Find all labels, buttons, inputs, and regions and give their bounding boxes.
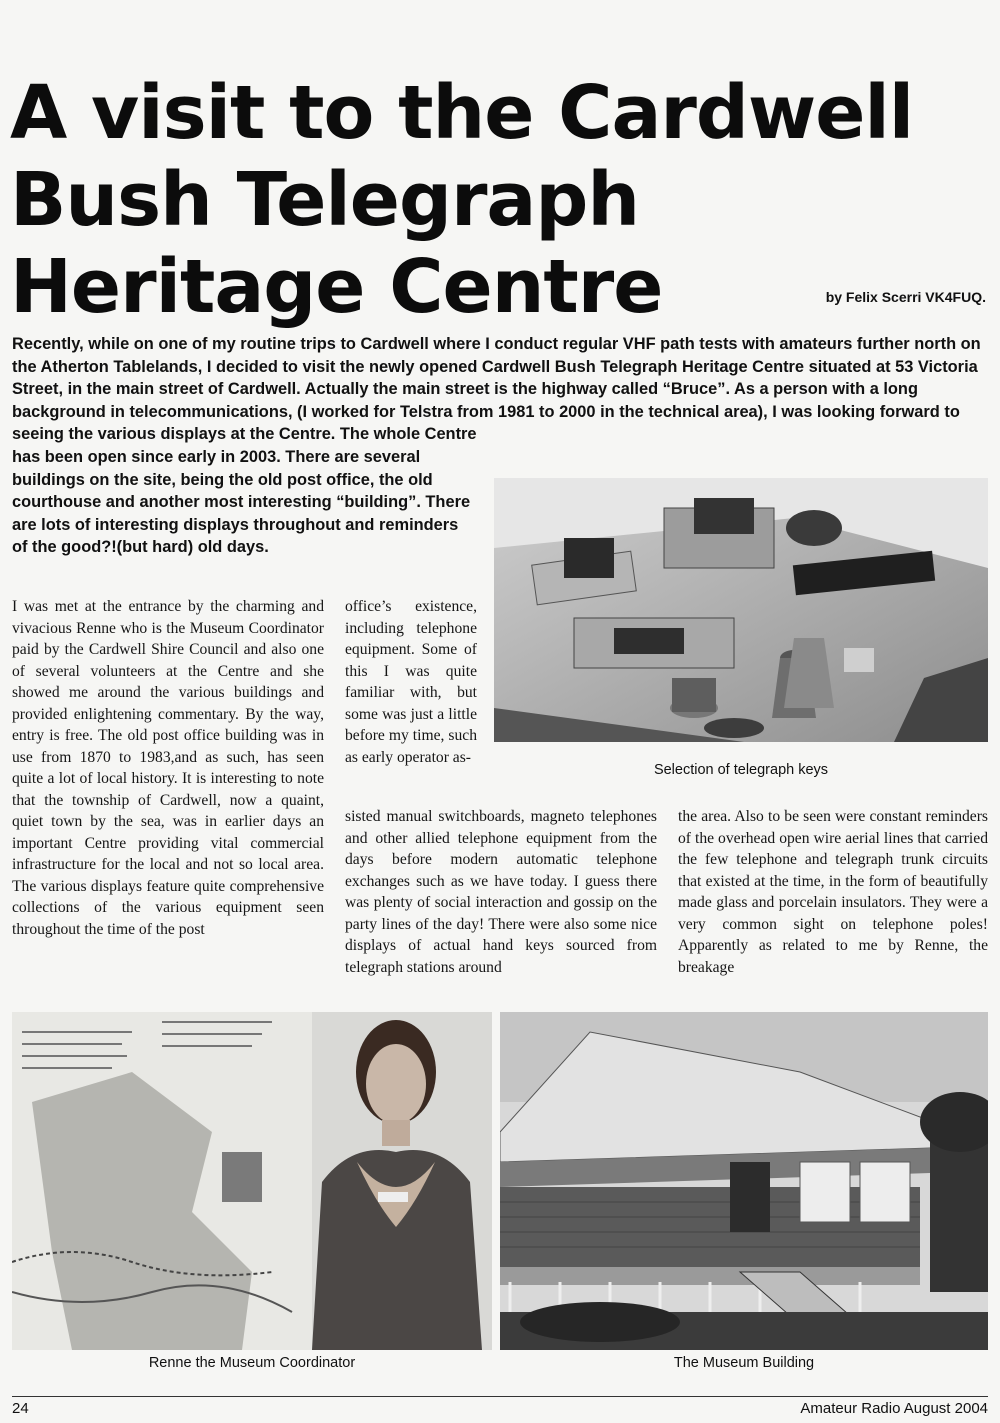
- museum-coordinator-photo: [12, 1012, 492, 1350]
- body-column-2: sisted manual switchboards, magneto telephones and other allied telephone equipment from the days before modern automatic telephone exchanges such as we have today. I guess there was plenty of social interaction and gossip on the party lines of the day! There were also some nice displays of actual hand keys sourced from telegraph stations around: [345, 808, 657, 976]
- publication-footer: Amateur Radio August 2004: [800, 1400, 988, 1417]
- body-column-2-top: office’s existence, including telephone equipment. Some of this I was quite familiar with, but some was just a little before my time, such as early operator as-: [345, 598, 477, 766]
- intro-paragraph-continued: has been open since early in 2003. There are several buildings on the site, being the old post office, the old courthouse and another most interesting “building”. There are lots of interesting displays throughout and reminders of the good?!(but hard) old days.: [12, 448, 471, 557]
- telegraph-keys-caption: Selection of telegraph keys: [653, 762, 829, 778]
- footer-rule: [12, 1396, 988, 1397]
- coordinator-caption: Renne the Museum Coordinator: [148, 1355, 356, 1371]
- byline: by Felix Scerri VK4FUQ.: [825, 289, 986, 305]
- telegraph-keys-photo: [494, 478, 988, 742]
- body-column-3: the area. Also to be seen were constant reminders of the overhead open wire aerial lines that carried the few telephone and telegraph trunk circuits that existed at the time, in the form of beautifully made glass and porcelain insulators. They were a very common sight on telephone poles! Apparently as related to me by Renne, the breakage: [678, 808, 988, 976]
- museum-building-photo: [500, 1012, 988, 1350]
- page-number: 24: [12, 1400, 29, 1417]
- body-column-1: I was met at the entrance by the charming and vivacious Renne who is the Museum Coordinator paid by the Cardwell Shire Council and also one of several volunteers at the Centre and she showed me around the various buildings and provided enlightening commentary. By the way, entry is free. The old post office building was in use from 1870 to 1983,and as such, has seen quite a lot of local history. It is interesting to note that the township of Cardwell, now a quaint, quiet town by the sea, was in earlier days an important Centre providing vital commercial infrastructure for the local and not so local area. The various displays feature quite comprehensive collections of the various equipment seen throughout the time of the post: [12, 598, 324, 938]
- article-title: A visit to the Cardwell Bush Telegraph Heritage Centre: [10, 70, 914, 330]
- intro-paragraph: Recently, while on one of my routine trips to Cardwell where I conduct regular VHF path tests with amateurs further north on the Atherton Tablelands, I decided to visit the newly opened Cardwell Bush Telegraph Heritage Centre situated at 53 Victoria Street, in the main street of Cardwell. Actually the main street is the highway called “Bruce”. As a person with a long background in telecommunications, (I worked for Telstra from 1981 to 2000 in the technical area), I was looking forward to seeing the various displays at the Centre. The whole Centre: [12, 335, 981, 444]
- building-caption: The Museum Building: [673, 1355, 815, 1371]
